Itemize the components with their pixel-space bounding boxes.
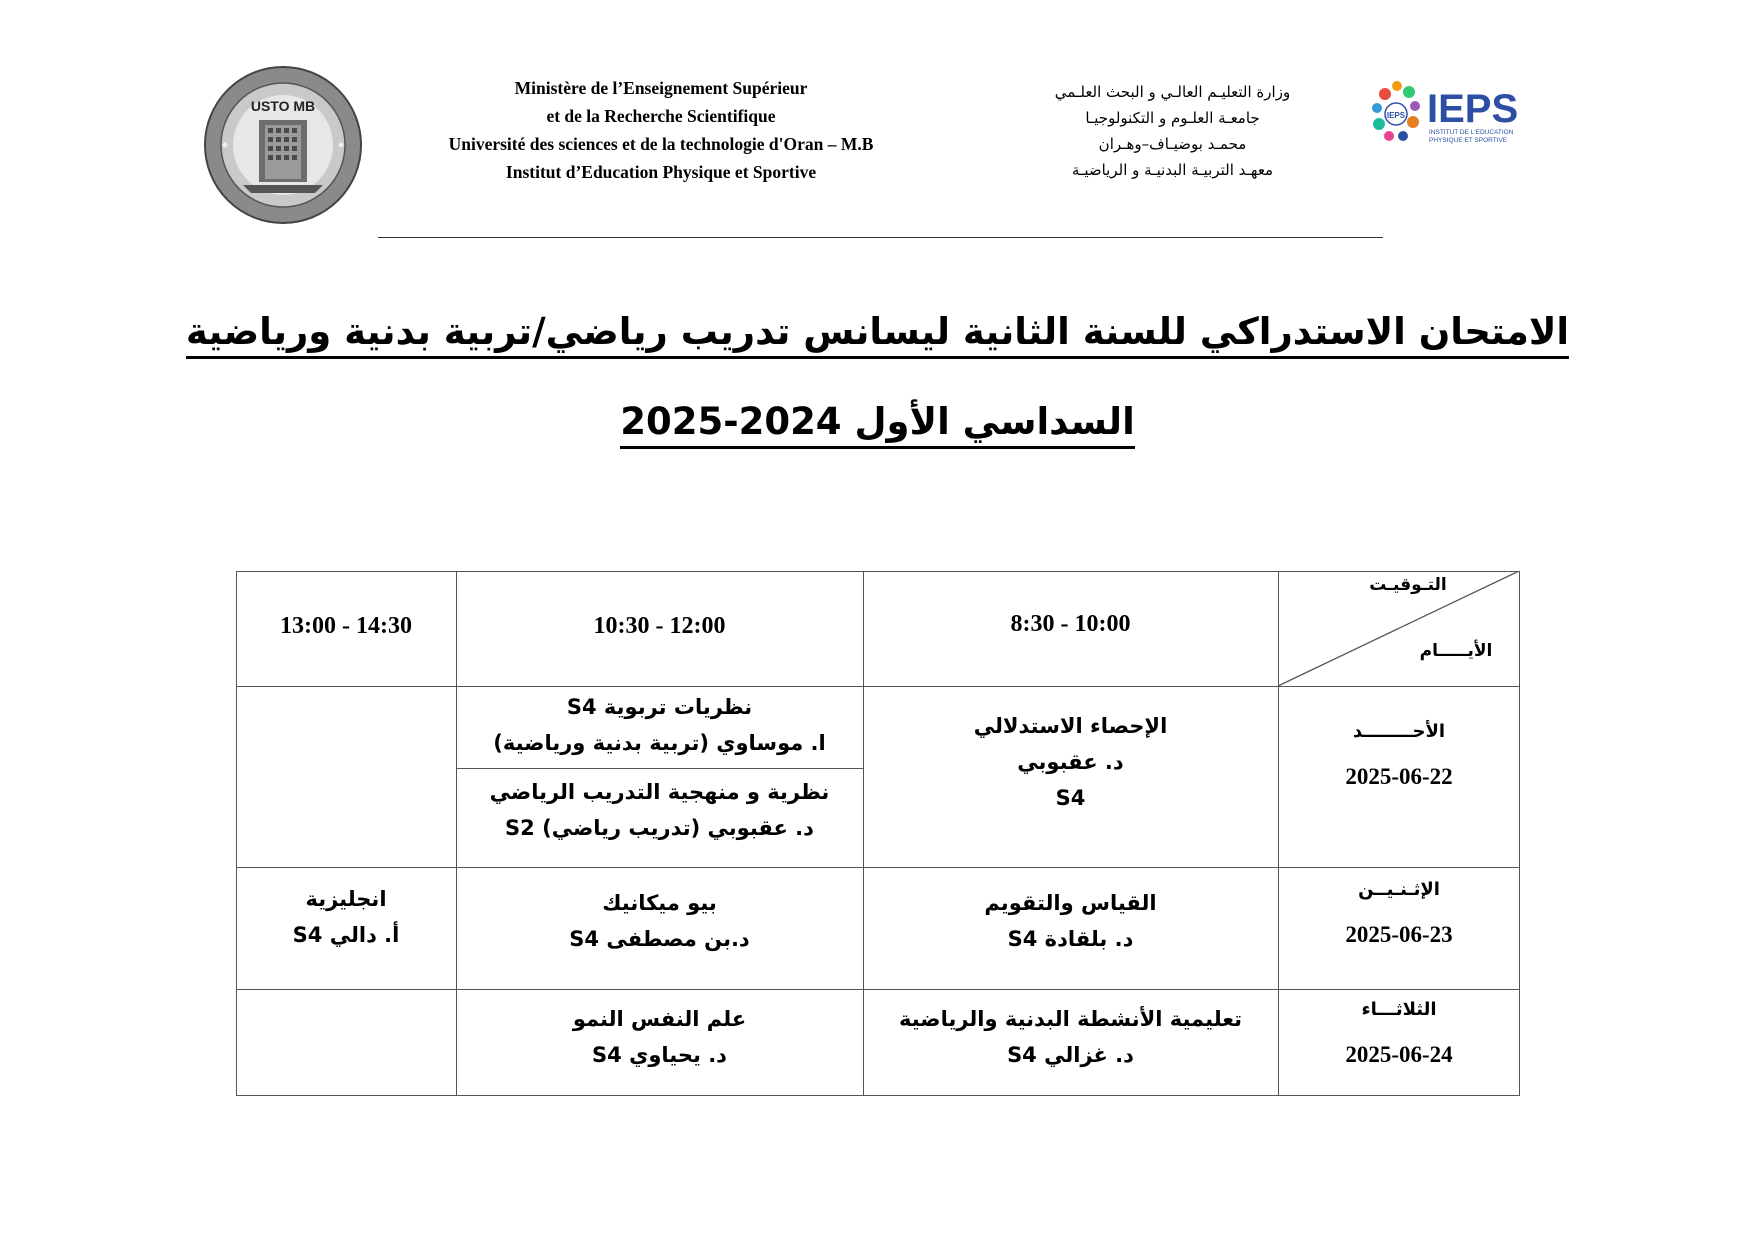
header-french xyxy=(392,74,930,186)
day-cell xyxy=(1278,879,1520,948)
table-divider xyxy=(456,768,863,769)
exam-teacher: د. عقبوبي (تدريب رياضي) S2 xyxy=(505,816,814,840)
table-divider xyxy=(236,989,1520,990)
university-line: Université des sciences et de la technologie d'Oran – M.B xyxy=(448,134,874,154)
exam-cell xyxy=(863,1001,1278,1073)
corner-time-label: التـوقيـت xyxy=(1369,575,1447,595)
exam-cell xyxy=(456,689,863,761)
university-line-ar: جامعـة العلـوم و التكنولوجيـا xyxy=(1085,109,1260,127)
exam-cell xyxy=(863,708,1278,816)
usto-logo xyxy=(203,65,363,225)
corner-days-label: الأيـــــام xyxy=(1419,641,1493,661)
day-name: الأحــــــــد xyxy=(1352,721,1446,742)
table-divider xyxy=(236,867,1520,868)
svg-text:PHYSIQUE ET SPORTIVE: PHYSIQUE ET SPORTIVE xyxy=(1429,137,1508,144)
day-date: 2025-06-22 xyxy=(1345,764,1453,789)
day-date: 2025-06-23 xyxy=(1345,922,1453,947)
svg-text:USTO MB: USTO MB xyxy=(250,98,316,114)
exam-subject: الإحصاء الاستدلالي xyxy=(973,714,1168,738)
exam-teacher: د.بن مصطفى S4 xyxy=(569,927,750,951)
exam-subject: علم النفس النمو xyxy=(572,1007,747,1031)
exam-cell xyxy=(456,1001,863,1073)
exam-teacher: ا. موساوي (تربية بدنية ورياضية) xyxy=(493,731,826,755)
svg-text:IEPS: IEPS xyxy=(1386,111,1406,120)
day-name: الثلاثـــاء xyxy=(1361,999,1437,1020)
exam-subject: القياس والتقويم xyxy=(984,891,1157,915)
ieps-logo xyxy=(1365,72,1545,162)
research-line: et de la Recherche Scientifique xyxy=(546,106,776,126)
institute-line-ar: معهـد التربيـة البدنيـة و الرياضيـة xyxy=(1071,161,1274,179)
city-line-ar: محمـد بوضيـاف–وهـران xyxy=(1098,135,1247,153)
ministry-line-ar: وزارة التعليـم العالـي و البحث العلـمي xyxy=(1054,83,1291,101)
svg-text:IEPS: IEPS xyxy=(1427,87,1519,131)
svg-text:INSTITUT DE L'EDUCATION: INSTITUT DE L'EDUCATION xyxy=(1429,129,1514,136)
day-cell xyxy=(1278,999,1520,1068)
exam-subject: نظرية و منهجية التدريب الرياضي xyxy=(489,780,830,804)
table-border-left xyxy=(236,571,237,1096)
exam-teacher: أ. دالي S4 xyxy=(292,923,400,947)
page-title: الامتحان الاستدراكي للسنة الثانية ليسانس تدريب رياضي/تربية بدنية ورياضية xyxy=(0,310,1755,353)
exam-cell xyxy=(236,881,456,953)
day-date: 2025-06-24 xyxy=(1345,1042,1453,1067)
exam-teacher: د. غزالي S4 xyxy=(1007,1043,1134,1067)
exam-teacher: د. يحياوي S4 xyxy=(592,1043,727,1067)
page-subtitle: السداسي الأول 2024-2025 xyxy=(0,400,1755,443)
exam-teacher: د. عقبوبي xyxy=(1017,750,1124,774)
exam-semester: S4 xyxy=(1055,786,1086,810)
exam-subject: بيو ميكانيك xyxy=(602,891,717,915)
day-cell xyxy=(1278,721,1520,790)
exam-subject: نظريات تربوية S4 xyxy=(566,695,753,719)
exam-cell xyxy=(456,885,863,957)
header-divider xyxy=(378,237,1383,238)
exam-cell xyxy=(456,774,863,846)
exam-subject: تعليمية الأنشطة البدنية والرياضية xyxy=(898,1007,1243,1031)
time-slot-3: 13:00 - 14:30 xyxy=(280,613,412,639)
exam-schedule-table xyxy=(236,571,1520,1096)
time-slot-2: 10:30 - 12:00 xyxy=(593,613,726,639)
table-border-bottom xyxy=(236,1095,1520,1096)
institute-line: Institut d’Education Physique et Sportive xyxy=(505,162,817,182)
day-name: الإثـنـيــن xyxy=(1358,879,1440,900)
header-arabic xyxy=(985,79,1360,183)
ministry-line: Ministère de l’Enseignement Supérieur xyxy=(514,78,808,98)
exam-subject: انجليزية xyxy=(305,887,387,911)
exam-cell xyxy=(863,885,1278,957)
exam-teacher: د. بلقادة S4 xyxy=(1007,927,1134,951)
time-slot-1: 8:30 - 10:00 xyxy=(1010,611,1131,637)
